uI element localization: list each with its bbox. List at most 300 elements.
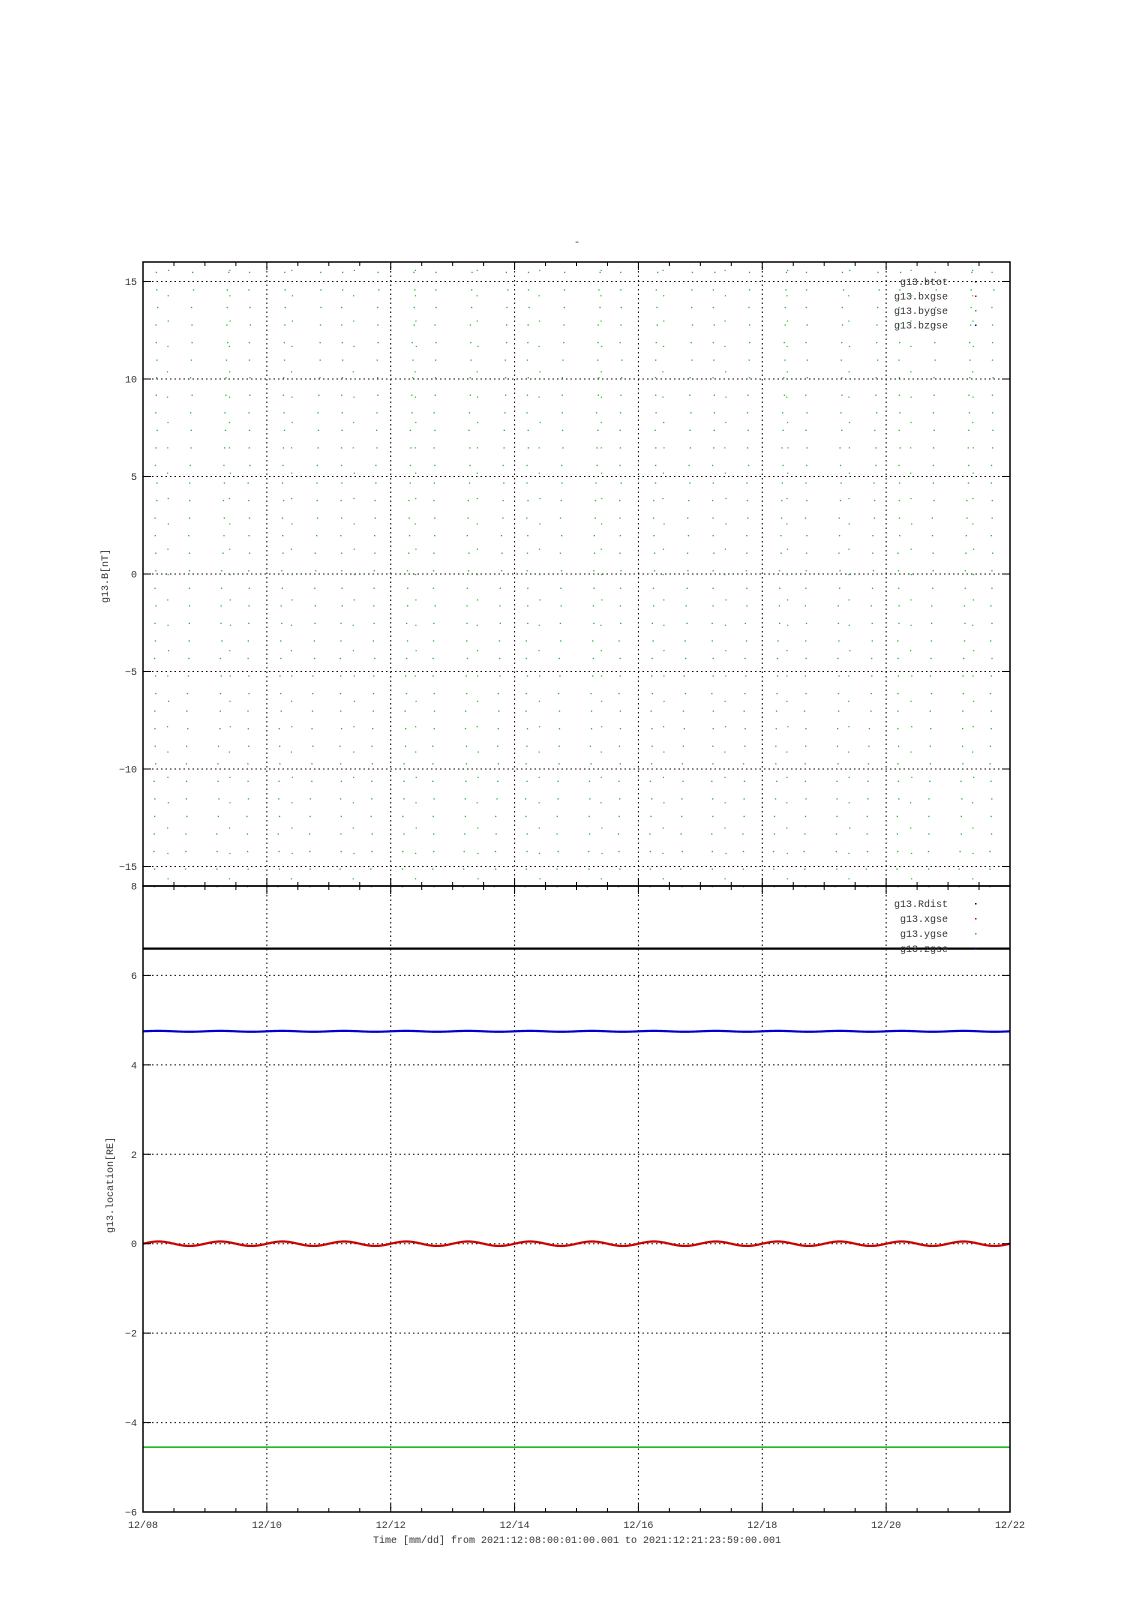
bygse-point <box>155 693 156 694</box>
bygse-point <box>505 395 506 396</box>
bygse-point <box>353 447 354 448</box>
bygse-point <box>407 570 408 571</box>
bygse-point <box>838 693 839 694</box>
bygse-point <box>526 640 527 641</box>
bygse-point <box>805 781 806 782</box>
bygse-point <box>341 553 342 554</box>
bygse-point <box>786 751 787 752</box>
bygse-point <box>597 465 598 466</box>
bygse-point <box>156 430 157 431</box>
bygse-point <box>320 289 321 290</box>
bygse-point <box>292 422 293 423</box>
bygse-point <box>747 500 748 501</box>
bygse-point <box>601 650 602 651</box>
bygse-point <box>414 289 415 290</box>
top-legend-label: g13.bygse <box>893 307 948 318</box>
bygse-point <box>229 295 230 296</box>
bottom-legend-label: g13.zgse <box>899 945 948 956</box>
bygse-point <box>188 675 189 676</box>
bygse-point <box>601 447 602 448</box>
bygse-point <box>167 675 168 676</box>
bygse-point <box>972 371 973 372</box>
bygse-point <box>787 270 788 271</box>
bygse-point <box>227 289 228 290</box>
bygse-point <box>416 346 417 347</box>
bygse-point <box>189 640 190 641</box>
bygse-point <box>434 711 435 712</box>
bygse-point <box>837 763 838 764</box>
bygse-point <box>539 625 540 626</box>
bygse-point <box>962 711 963 712</box>
bygse-point <box>539 498 540 499</box>
bygse-point <box>655 395 656 396</box>
bygse-point <box>990 640 991 641</box>
bygse-point <box>223 465 224 466</box>
bygse-point <box>540 422 541 423</box>
bygse-point <box>224 482 225 483</box>
bygse-point <box>341 588 342 589</box>
bygse-point <box>968 395 969 396</box>
bygse-point <box>503 500 504 501</box>
bygse-point <box>841 482 842 483</box>
bygse-point <box>936 289 937 290</box>
bygse-point <box>663 726 664 727</box>
bygse-point <box>747 412 748 413</box>
bygse-point <box>248 500 249 501</box>
bottom-y-tick-label: 2 <box>130 1150 137 1162</box>
bygse-point <box>229 447 230 448</box>
bygse-point <box>283 377 284 378</box>
bygse-point <box>620 395 621 396</box>
bygse-point <box>655 465 656 466</box>
bygse-point <box>415 726 416 727</box>
bygse-point <box>497 781 498 782</box>
bygse-point <box>156 395 157 396</box>
bygse-point <box>373 588 374 589</box>
bygse-point <box>434 535 435 536</box>
bygse-point <box>291 549 292 550</box>
bygse-point <box>374 553 375 554</box>
bygse-point <box>562 447 563 448</box>
bygse-point <box>848 701 849 702</box>
bygse-point <box>973 473 974 474</box>
bygse-point <box>595 500 596 501</box>
bygse-point <box>320 272 321 273</box>
bygse-point <box>849 346 850 347</box>
bygse-point <box>598 377 599 378</box>
bygse-point <box>372 833 373 834</box>
bygse-point <box>933 500 934 501</box>
bygse-point <box>989 868 990 869</box>
bygse-point <box>191 307 192 308</box>
bygse-point <box>413 272 414 273</box>
bygse-point <box>414 324 415 325</box>
bygse-point <box>875 447 876 448</box>
bygse-point <box>619 746 620 747</box>
bygse-point <box>192 272 193 273</box>
bygse-point <box>745 675 746 676</box>
bygse-point <box>990 746 991 747</box>
bygse-point <box>663 447 664 448</box>
bygse-point <box>849 523 850 524</box>
bygse-point <box>654 430 655 431</box>
bygse-point <box>468 517 469 518</box>
bygse-point <box>186 763 187 764</box>
bygse-point <box>281 605 282 606</box>
bygse-point <box>280 640 281 641</box>
bygse-point <box>589 798 590 799</box>
bygse-point <box>592 640 593 641</box>
bygse-point <box>744 711 745 712</box>
bygse-point <box>933 447 934 448</box>
bygse-point <box>899 500 900 501</box>
bygse-point <box>340 658 341 659</box>
bottom-y-tick-label: 6 <box>130 971 137 983</box>
bygse-point <box>291 802 292 803</box>
bygse-point <box>787 422 788 423</box>
bygse-point <box>655 482 656 483</box>
bygse-point <box>651 763 652 764</box>
bygse-point <box>782 482 783 483</box>
bygse-point <box>415 549 416 550</box>
bygse-point <box>898 623 899 624</box>
bygse-point <box>407 605 408 606</box>
bygse-point <box>498 711 499 712</box>
bygse-point <box>652 693 653 694</box>
bygse-point <box>223 500 224 501</box>
bygse-point <box>410 430 411 431</box>
bygse-point <box>601 574 602 575</box>
bygse-point <box>217 763 218 764</box>
bygse-point <box>376 430 377 431</box>
bygse-point <box>470 395 471 396</box>
bygse-point <box>879 289 880 290</box>
bygse-point <box>314 588 315 589</box>
bygse-point <box>599 307 600 308</box>
top-y-tick-label: −15 <box>118 863 137 874</box>
bygse-point <box>562 395 563 396</box>
bygse-point <box>528 377 529 378</box>
bygse-point <box>154 711 155 712</box>
bygse-point <box>353 397 354 398</box>
bygse-point <box>841 395 842 396</box>
bygse-point <box>506 324 507 325</box>
bygse-point <box>153 851 154 852</box>
bygse-point <box>155 412 156 413</box>
bygse-point <box>724 574 725 575</box>
bygse-point <box>560 553 561 554</box>
bygse-point <box>590 693 591 694</box>
bygse-point <box>601 599 602 600</box>
bygse-point <box>319 377 320 378</box>
bygse-point <box>317 500 318 501</box>
bygse-point <box>189 500 190 501</box>
bygse-point <box>787 599 788 600</box>
bygse-point <box>785 289 786 290</box>
bygse-point <box>281 570 282 571</box>
bygse-point <box>354 473 355 474</box>
bygse-point <box>747 395 748 396</box>
bygse-point <box>557 781 558 782</box>
bygse-point <box>805 816 806 817</box>
bottom-legend-marker <box>975 903 977 905</box>
bygse-point <box>501 570 502 571</box>
bygse-point <box>563 324 564 325</box>
bygse-point <box>725 523 726 524</box>
top-legend-label: g13.btot <box>899 278 948 289</box>
bygse-point <box>229 549 230 550</box>
bygse-point <box>498 763 499 764</box>
bygse-point <box>965 553 966 554</box>
bygse-point <box>504 430 505 431</box>
bygse-point <box>714 324 715 325</box>
bygse-point <box>226 324 227 325</box>
bygse-point <box>774 816 775 817</box>
bygse-point <box>353 321 354 322</box>
bygse-point <box>249 588 250 589</box>
bygse-point <box>804 868 805 869</box>
bygse-point <box>782 465 783 466</box>
bygse-point <box>688 535 689 536</box>
bygse-point <box>910 751 911 752</box>
top-y-tick-label: 0 <box>130 570 137 582</box>
bygse-point <box>898 746 899 747</box>
bygse-point <box>989 851 990 852</box>
bygse-point <box>495 851 496 852</box>
bygse-point <box>992 500 993 501</box>
bygse-point <box>929 781 930 782</box>
bygse-point <box>591 728 592 729</box>
bygse-point <box>539 878 540 879</box>
bygse-point <box>415 397 416 398</box>
bygse-point <box>433 553 434 554</box>
bygse-point <box>247 763 248 764</box>
bygse-point <box>189 570 190 571</box>
bygse-point <box>373 623 374 624</box>
bygse-point <box>898 570 899 571</box>
bygse-point <box>353 802 354 803</box>
bygse-point <box>415 751 416 752</box>
bygse-point <box>712 640 713 641</box>
bygse-point <box>189 517 190 518</box>
bygse-point <box>786 701 787 702</box>
bygse-point <box>972 498 973 499</box>
bygse-point <box>930 763 931 764</box>
bygse-point <box>191 342 192 343</box>
bygse-point <box>662 371 663 372</box>
bygse-point <box>928 816 929 817</box>
bygse-point <box>972 625 973 626</box>
bygse-point <box>806 658 807 659</box>
bygse-point <box>968 482 969 483</box>
bygse-point <box>167 422 168 423</box>
bygse-point <box>435 289 436 290</box>
bygse-point <box>961 833 962 834</box>
bygse-point <box>711 833 712 834</box>
bygse-point <box>992 447 993 448</box>
bygse-point <box>477 498 478 499</box>
bottom-y-tick-label: −6 <box>124 1508 137 1520</box>
bygse-point <box>747 447 748 448</box>
bygse-point <box>539 828 540 829</box>
bygse-point <box>316 535 317 536</box>
bygse-point <box>471 289 472 290</box>
bygse-point <box>897 640 898 641</box>
bygse-point <box>216 833 217 834</box>
bygse-point <box>621 360 622 361</box>
bygse-point <box>229 270 230 271</box>
bygse-point <box>526 465 527 466</box>
bygse-point <box>284 289 285 290</box>
bygse-point <box>539 777 540 778</box>
bygse-point <box>370 868 371 869</box>
bygse-point <box>186 798 187 799</box>
bygse-point <box>155 535 156 536</box>
bygse-point <box>156 272 157 273</box>
bygse-point <box>621 377 622 378</box>
bygse-point <box>477 726 478 727</box>
bygse-point <box>248 482 249 483</box>
bygse-point <box>525 711 526 712</box>
bygse-point <box>786 295 787 296</box>
bygse-point <box>962 763 963 764</box>
bygse-point <box>230 726 231 727</box>
bygse-point <box>746 588 747 589</box>
bygse-point <box>910 346 911 347</box>
bygse-point <box>229 878 230 879</box>
bygse-point <box>992 395 993 396</box>
bygse-point <box>620 570 621 571</box>
bygse-point <box>412 360 413 361</box>
bygse-point <box>155 675 156 676</box>
x-tick-label: 12/18 <box>747 1521 778 1532</box>
bygse-point <box>933 377 934 378</box>
bygse-point <box>897 728 898 729</box>
bygse-point <box>712 798 713 799</box>
bygse-point <box>930 746 931 747</box>
bygse-point <box>291 878 292 879</box>
bygse-point <box>561 605 562 606</box>
bygse-point <box>690 447 691 448</box>
bygse-point <box>314 658 315 659</box>
bygse-point <box>897 833 898 834</box>
bygse-point <box>291 751 292 752</box>
bygse-point <box>310 868 311 869</box>
bygse-point <box>848 321 849 322</box>
bygse-point <box>840 500 841 501</box>
bygse-point <box>465 781 466 782</box>
bygse-point <box>663 270 664 271</box>
bygse-point <box>806 447 807 448</box>
bygse-point <box>933 482 934 483</box>
bygse-point <box>724 346 725 347</box>
bygse-point <box>598 289 599 290</box>
bygse-point <box>841 360 842 361</box>
bygse-point <box>291 675 292 676</box>
bygse-point <box>872 535 873 536</box>
bygse-point <box>848 371 849 372</box>
bygse-point <box>725 650 726 651</box>
bygse-point <box>415 599 416 600</box>
bygse-point <box>655 412 656 413</box>
bygse-point <box>972 523 973 524</box>
bygse-point <box>783 377 784 378</box>
bygse-point <box>596 412 597 413</box>
bygse-point <box>415 523 416 524</box>
bygse-point <box>282 535 283 536</box>
bygse-point <box>842 307 843 308</box>
bygse-point <box>725 371 726 372</box>
bygse-point <box>415 371 416 372</box>
bygse-point <box>787 447 788 448</box>
bygse-point <box>155 763 156 764</box>
bygse-point <box>787 371 788 372</box>
bygse-point <box>247 781 248 782</box>
bygse-point <box>849 473 850 474</box>
bygse-point <box>557 816 558 817</box>
bygse-point <box>620 412 621 413</box>
bygse-point <box>556 833 557 834</box>
bygse-point <box>601 726 602 727</box>
bygse-point <box>960 781 961 782</box>
bygse-point <box>250 324 251 325</box>
bygse-point <box>910 802 911 803</box>
bygse-point <box>681 816 682 817</box>
bygse-point <box>992 553 993 554</box>
bygse-point <box>248 798 249 799</box>
bygse-point <box>711 693 712 694</box>
bygse-point <box>973 346 974 347</box>
bygse-point <box>663 751 664 752</box>
bygse-point <box>377 377 378 378</box>
bygse-point <box>186 781 187 782</box>
bygse-point <box>899 517 900 518</box>
bygse-point <box>930 658 931 659</box>
bygse-point <box>282 465 283 466</box>
bygse-point <box>971 289 972 290</box>
bygse-point <box>341 324 342 325</box>
bygse-point <box>910 473 911 474</box>
bygse-point <box>558 851 559 852</box>
bygse-point <box>787 625 788 626</box>
bygse-point <box>683 746 684 747</box>
bygse-point <box>377 324 378 325</box>
bygse-point <box>972 270 973 271</box>
bygse-point <box>849 777 850 778</box>
bygse-point <box>663 599 664 600</box>
bygse-point <box>932 517 933 518</box>
bygse-point <box>340 640 341 641</box>
bygse-point <box>505 360 506 361</box>
bygse-point <box>837 728 838 729</box>
bygse-point <box>712 517 713 518</box>
bygse-point <box>410 447 411 448</box>
bygse-point <box>848 751 849 752</box>
bygse-point <box>317 465 318 466</box>
bygse-point <box>433 658 434 659</box>
bygse-point <box>353 751 354 752</box>
bygse-point <box>964 605 965 606</box>
bygse-point <box>154 588 155 589</box>
top-y-tick-label: −10 <box>118 765 137 777</box>
bygse-point <box>712 465 713 466</box>
bygse-point <box>229 853 230 854</box>
bygse-point <box>749 342 750 343</box>
bygse-point <box>469 447 470 448</box>
bygse-point <box>353 295 354 296</box>
bygse-point <box>686 605 687 606</box>
bygse-point <box>620 447 621 448</box>
